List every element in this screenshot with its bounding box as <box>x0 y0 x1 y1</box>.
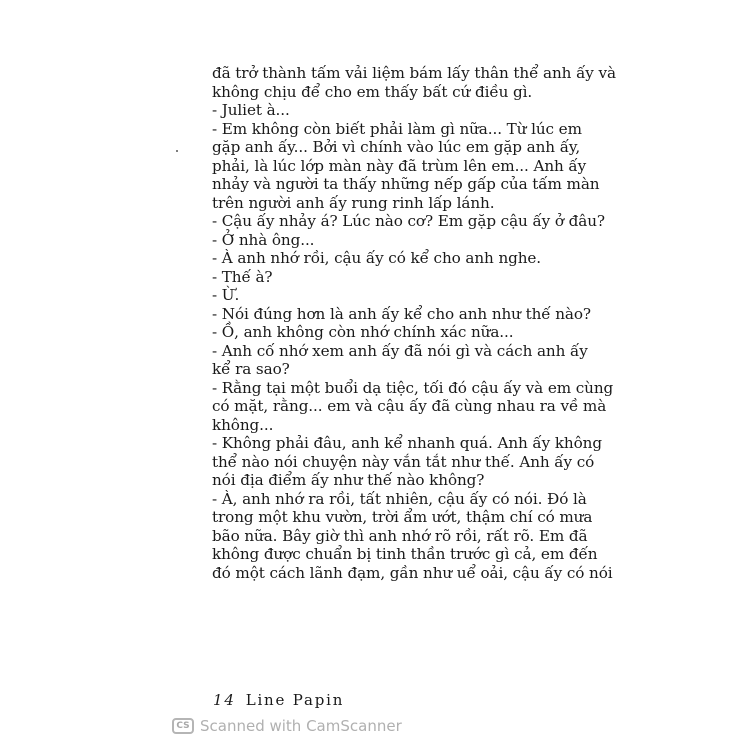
text-line: đã trở thành tấm vải liệm bám lấy thân thể anh ấy và <box>212 64 616 82</box>
text-line: - Juliet à... <box>212 101 290 119</box>
text-line: không được chuẩn bị tinh thần trước gì cả, em đến <box>212 545 598 563</box>
text-line: trên người anh ấy rung rinh lấp lánh. <box>212 193 495 212</box>
text-line: phải, là lúc lớp màn này đã trùm lên em... Anh ấy <box>212 156 587 175</box>
text-line: - Ồ, anh không còn nhớ chính xác nữa... <box>212 323 514 341</box>
text-line: kể ra sao? <box>212 360 290 378</box>
text-line: thể nào nói chuyện này vắn tắt như thế. Anh ấy có <box>212 452 595 471</box>
text-line: - À, anh nhớ ra rồi, tất nhiên, cậu ấy có nói. Đó là <box>212 489 587 508</box>
text-line: nói địa điểm ấy như thế nào không? <box>212 471 485 489</box>
camscanner-logo-icon: CS <box>172 718 194 734</box>
text-line: nhảy và người ta thấy những nếp gấp của tấm màn <box>212 175 600 193</box>
text-line: - Nói đúng hơn là anh ấy kể cho anh như thế nào? <box>212 304 591 323</box>
text-line: bão nữa. Bây giờ thì anh nhớ rõ rồi, rất rõ. Em đã <box>212 526 588 545</box>
text-line: - Ở nhà ông... <box>212 230 315 249</box>
text-line: không... <box>212 415 274 434</box>
text-line: có mặt, rằng... em và cậu ấy đã cùng nhau ra về mà <box>212 397 607 415</box>
text-line: - Ừ. <box>212 286 240 304</box>
author-name: Line Papin <box>245 691 345 709</box>
watermark-text: Scanned with CamScanner <box>200 717 402 735</box>
scan-speck <box>176 150 178 152</box>
text-line: - Anh cố nhớ xem anh ấy đã nói gì và cách anh ấy <box>212 341 588 360</box>
page-number: 14 <box>213 691 236 709</box>
text-line: không chịu để cho em thấy bất cứ điều gì. <box>212 82 533 101</box>
text-line: trong một khu vườn, trời ẩm ướt, thậm chí có mưa <box>212 508 593 526</box>
page-text <box>212 64 616 582</box>
text-line: - Không phải đâu, anh kể nhanh quá. Anh ấy không <box>212 434 602 452</box>
text-line: - À anh nhớ rồi, cậu ấy có kể cho anh nghe. <box>212 249 542 267</box>
text-line: - Thế à? <box>212 267 273 286</box>
text-line: - Cậu ấy nhảy á? Lúc nào cơ? Em gặp cậu ấy ở đâu? <box>212 212 605 230</box>
text-line: gặp anh ấy... Bởi vì chính vào lúc em gặp anh ấy, <box>212 138 581 156</box>
text-line: - Rằng tại một buổi dạ tiệc, tối đó cậu ấy và em cùng <box>212 378 614 397</box>
scanner-watermark <box>172 716 402 736</box>
text-line: - Em không còn biết phải làm gì nữa... Từ lúc em <box>212 119 582 138</box>
page-footer <box>213 691 344 709</box>
text-line: đó một cách lãnh đạm, gần như uể oải, cậu ấy có nói <box>212 563 613 582</box>
